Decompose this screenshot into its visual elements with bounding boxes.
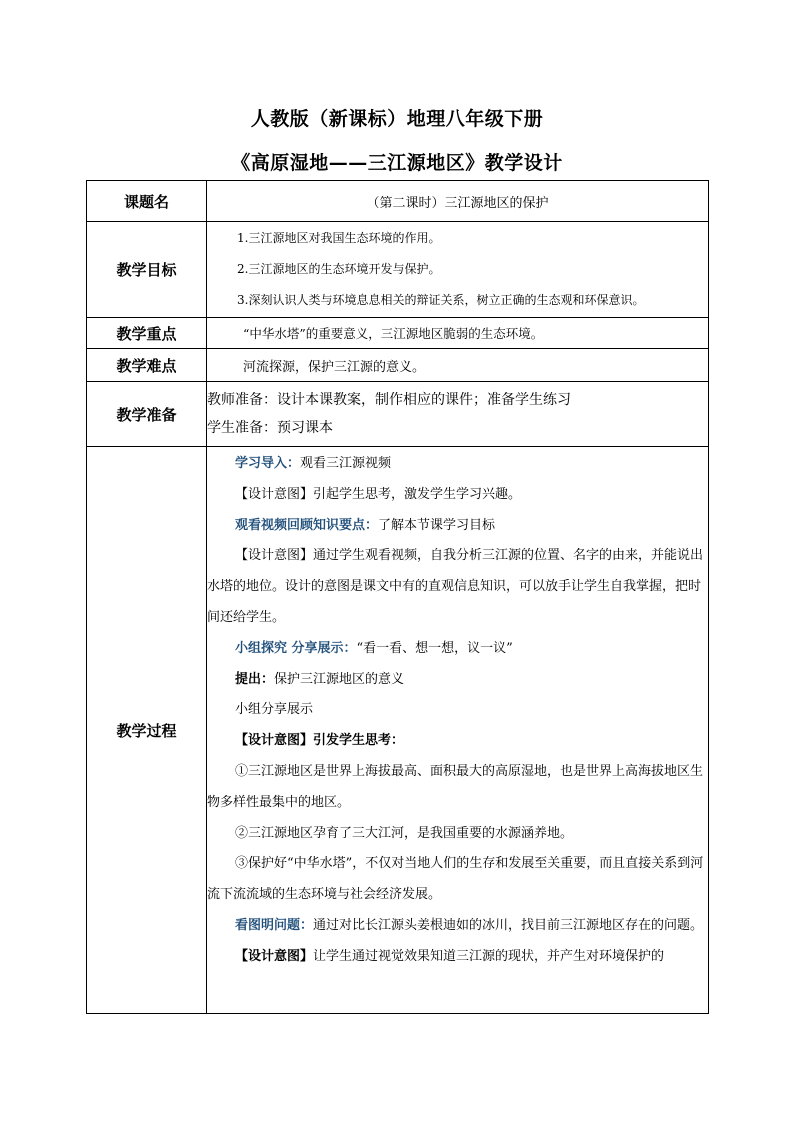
lesson-name-value: （第二课时）三江源地区的保护 [207,181,709,222]
significance-point: ②三江源地区孕育了三大江河，是我国重要的水源涵养地。 [235,825,574,841]
goal-item: 1.三江源地区对我国生态环境的作用。 [237,231,441,245]
raise-text: 保护三江源地区的意义 [274,671,405,687]
design-intent-heading: 【设计意图】 [235,548,314,564]
design-intent-text: 引起学生思考，激发学生学习兴趣。 [313,486,522,502]
intro-text: 观看三江源视频 [300,456,392,471]
key-points-value: “中华水塔”的重要意义，三江源地区脆弱的生态环境。 [207,318,709,349]
lesson-plan-table [86,180,709,1014]
review-heading: 观看视频回顾知识要点： [235,517,379,533]
significance-point: ①三江源地区是世界上海拔最高、面积最大的高原湿地，也是世界上高海拔地区生物多样性最集中的地区。 [207,763,704,810]
explore-text: “看一看、想一想，议一议” [356,640,513,656]
goal-item: 3.深刻认识人类与环境息息相关的辩证关系，树立正确的生态观和环保意识。 [237,293,645,307]
design-intent-heading: 【设计意图】引发学生思考： [235,733,405,749]
intro-heading: 学习导入： [235,456,301,471]
teaching-process-label: 教学过程 [87,447,207,1014]
design-intent-heading: 【设计意图】 [235,486,314,502]
design-intent-text: 让学生通过视觉效果知道三江源的现状，并产生对环境保护的 [313,948,665,964]
difficult-points-value: 河流探源，保护三江源的意义。 [207,349,709,382]
difficult-points-label: 教学难点 [87,349,207,382]
teaching-goals-label: 教学目标 [87,222,207,318]
key-points-label: 教学重点 [87,318,207,349]
preparation-label: 教学准备 [87,382,207,447]
design-intent-heading: 【设计意图】 [235,948,314,964]
row-lesson-name [87,181,709,222]
significance-point: ③保护好“中华水塔”，不仅对当地人们的生存和发展至关重要，而且直接关系到河流下流流域的生态环境与社会经济发展。 [207,856,704,903]
picture-heading: 看图明问题： [235,917,314,933]
document-title-line2: 《高原湿地——三江源地区》教学设计 [231,152,563,174]
document-title-line1: 人教版（新课标）地理八年级下册 [250,108,544,130]
design-intent-text: 通过学生观看视频，自我分析三江源的位置、名字的由来，并能说出水塔的地位。设计的意图是课文中有的直观信息知识，可以放手让学生自我掌握，把时间还给学生。 [207,548,704,625]
student-preparation: 学生准备：预习课本 [207,420,333,436]
share-text: 小组分享展示 [235,702,314,718]
row-teaching-goals [87,222,709,318]
review-text: 了解本节课学习目标 [378,517,496,533]
row-difficult-points [87,349,709,382]
raise-heading: 提出： [235,671,275,687]
lesson-name-label: 课题名 [87,181,207,222]
explore-heading: 小组探究 分享展示： [235,640,357,656]
goal-item: 2.三江源地区的生态环境开发与保护。 [237,262,441,276]
teacher-preparation: 教师准备：设计本课教案，制作相应的课件；准备学生练习 [207,392,571,408]
row-teaching-process [87,447,709,1014]
row-key-points [87,318,709,349]
row-preparation [87,382,709,447]
picture-text: 通过对比长江源头姜根迪如的冰川，找目前三江源地区存在的问题。 [313,917,704,933]
teaching-process-content [207,447,709,1014]
